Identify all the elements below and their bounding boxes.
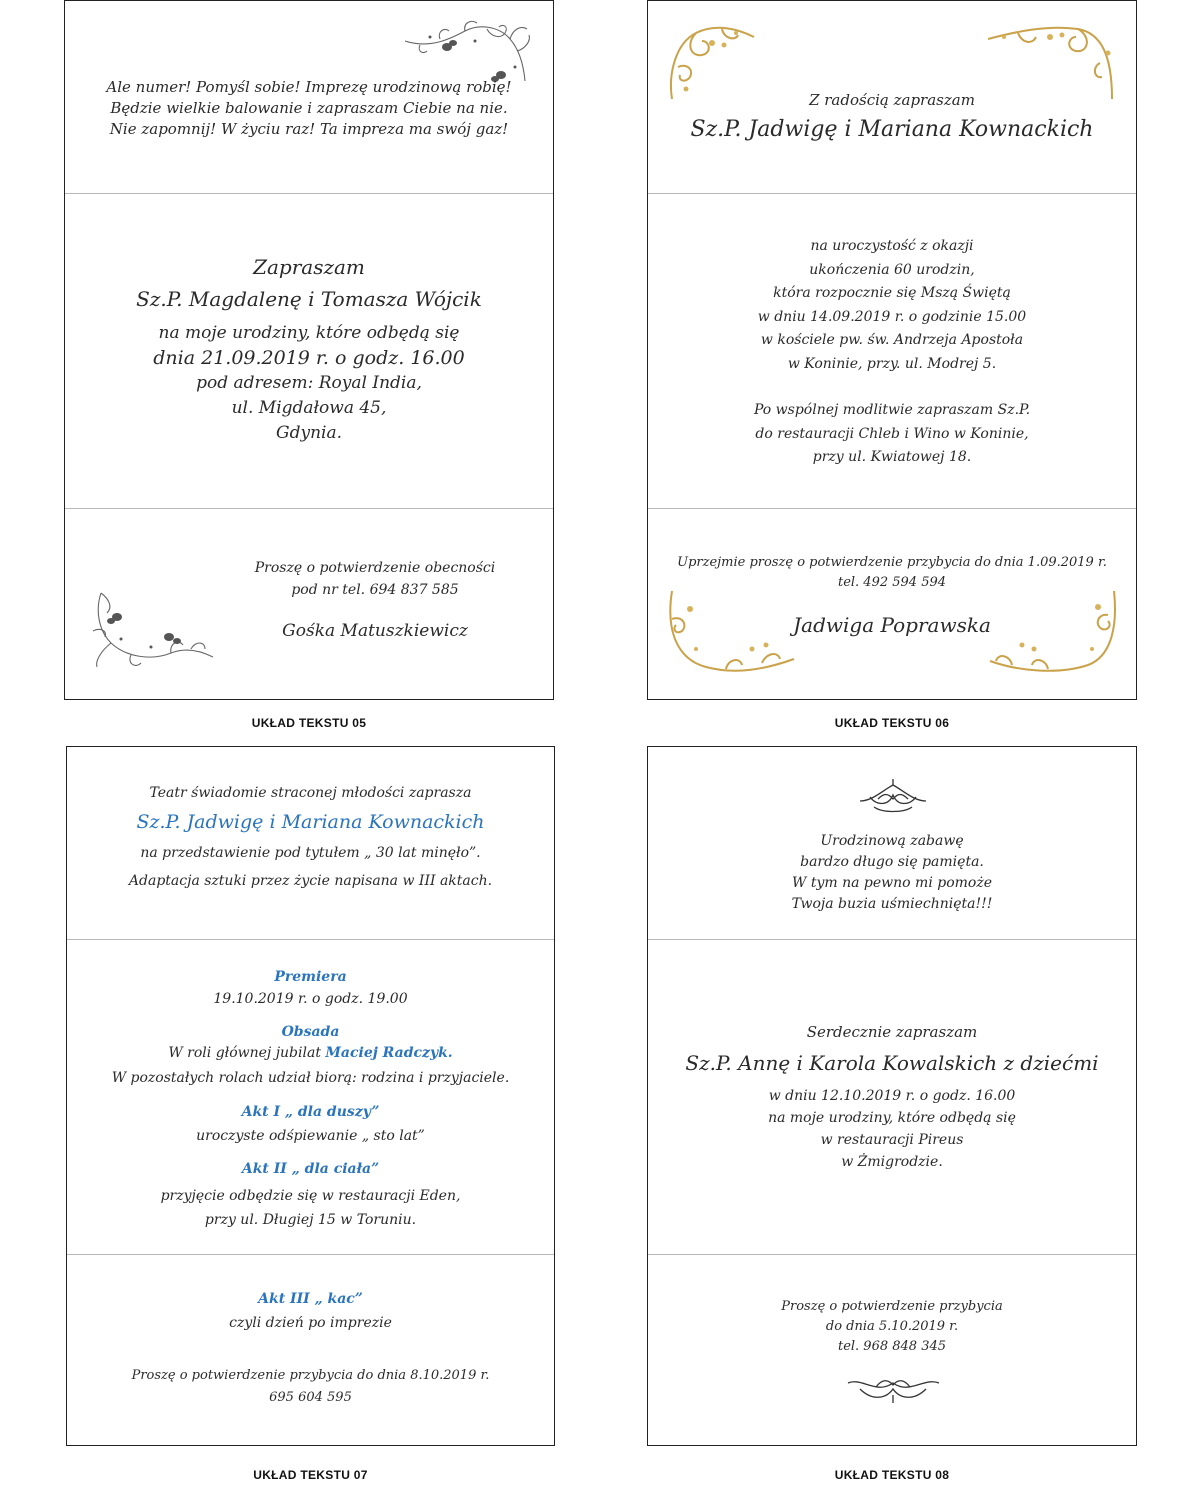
jubilee-name: Maciej Radczyk. <box>325 1045 453 1061</box>
rsvp <box>225 557 525 601</box>
detail-line: pod adresem: Royal India, <box>196 373 422 393</box>
intro-line: Teatr świadomie straconej młodości zaprasza <box>149 785 472 801</box>
poem-line: Twoja buzia uśmiechnięta!!! <box>791 896 993 912</box>
detail-line: dnia 21.09.2019 r. o godz. 16.00 <box>153 347 465 369</box>
rsvp <box>648 1297 1136 1357</box>
caption-layout-07: UKŁAD TEKSTU 07 <box>253 1468 368 1482</box>
invite-heading: Zapraszam <box>253 255 365 279</box>
signature: Jadwiga Poprawska <box>793 613 991 637</box>
rsvp-line: Proszę o potwierdzenie przybycia <box>781 1299 1003 1314</box>
signature: Gośka Matuszkiewicz <box>282 621 468 641</box>
gold-corner-ornament-icon <box>988 589 1123 679</box>
guest-names: Sz.P. Jadwigę i Mariana Kownackich <box>136 811 485 833</box>
poem-line: Urodzinową zabawę <box>820 833 964 849</box>
cast-prefix: W roli głównej jubilat <box>168 1045 326 1061</box>
detail-line: w kościele pw. św. Andrzeja Apostoła <box>760 332 1024 348</box>
detail-line: w Koninie, przy. ul. Modrej 5. <box>787 355 997 372</box>
fold-line <box>67 1254 554 1255</box>
event-details <box>65 321 553 446</box>
detail-line: Gdynia. <box>276 423 342 443</box>
cast-heading: Obsada <box>281 1024 340 1040</box>
detail-line: przy ul. Kwiatowej 18. <box>812 449 972 465</box>
calligraphy-flourish-icon <box>858 777 928 817</box>
card-layout-05 <box>64 0 554 700</box>
invite-heading: Z radością zapraszam <box>809 91 975 109</box>
detail-line: Po wspólnej modlitwie zapraszam Sz.P. <box>753 402 1031 418</box>
guest-names: Sz.P. Magdalenę i Tomasza Wójcik <box>136 287 482 311</box>
guest-names: Sz.P. Annę i Karola Kowalskich z dziećmi <box>685 1051 1099 1075</box>
gold-corner-ornament-icon <box>666 589 796 679</box>
rsvp-line: pod nr tel. 694 837 585 <box>291 582 459 598</box>
act3-text: czyli dzień po imprezie <box>229 1315 392 1331</box>
floral-swirl-icon <box>91 591 216 671</box>
top-verse <box>65 77 553 140</box>
fold-line <box>65 508 553 509</box>
act2-heading: Akt II „ dla ciała” <box>241 1161 380 1177</box>
reception-details <box>648 399 1136 470</box>
act3-heading: Akt III „ kac” <box>258 1291 363 1307</box>
card-layout-06 <box>647 0 1137 700</box>
detail-line: w dniu 12.10.2019 r. o godz. 16.00 <box>768 1088 1016 1104</box>
rsvp-line: Proszę o potwierdzenie obecności <box>254 560 496 576</box>
caption-layout-08: UKŁAD TEKSTU 08 <box>834 1468 950 1482</box>
fold-line <box>65 193 553 194</box>
cast-line <box>67 1045 554 1061</box>
guest-names: Sz.P. Jadwigę i Mariana Kownackich <box>690 117 1094 142</box>
poem <box>648 831 1136 915</box>
detail-line: na moje urodziny, które odbędą się <box>158 323 460 343</box>
rsvp-line: 695 604 595 <box>269 1390 352 1405</box>
fold-line <box>67 939 554 940</box>
cast-others: W pozostałych rolach udział biorą: rodzina i przyjaciele. <box>111 1070 510 1086</box>
verse-line: Nie zapomnij! W życiu raz! Ta impreza ma swój gaz! <box>109 120 509 138</box>
act2-text <box>67 1184 554 1232</box>
act1-heading: Akt I „ dla duszy” <box>241 1104 380 1120</box>
detail-line: na uroczystość z okazji <box>810 238 974 254</box>
act1-text: uroczyste odśpiewanie „ sto lat” <box>196 1128 425 1144</box>
detail-line: na moje urodziny, które odbędą się <box>768 1110 1016 1126</box>
detail-line: w dniu 14.09.2019 r. o godzinie 15.00 <box>757 308 1027 325</box>
caption-layout-06: UKŁAD TEKSTU 06 <box>834 716 950 730</box>
event-details <box>648 235 1136 376</box>
premiere-heading: Premiera <box>274 969 347 985</box>
rsvp <box>67 1365 554 1409</box>
rsvp-line: Uprzejmie proszę o potwierdzenie przybycia do dnia 1.09.2019 r. <box>677 555 1107 570</box>
fold-line <box>648 193 1136 194</box>
fold-line <box>648 939 1136 940</box>
calligraphy-flourish-icon <box>846 1369 941 1405</box>
detail-line: w restauracji Pireus <box>820 1132 964 1148</box>
detail-line: w Żmigrodzie. <box>841 1154 943 1170</box>
poem-line: bardzo długo się pamięta. <box>800 854 984 870</box>
premiere-date: 19.10.2019 r. o godz. 19.00 <box>213 991 408 1007</box>
fold-line <box>648 1254 1136 1255</box>
rsvp <box>648 553 1136 593</box>
detail-line: która rozpocznie się Mszą Świętą <box>773 285 1011 301</box>
rsvp-line: Proszę o potwierdzenie przybycia do dnia 8.10.2019 r. <box>131 1368 490 1383</box>
adaptation-line: Adaptacja sztuki przez życie napisana w III aktach. <box>128 873 493 889</box>
poem-line: W tym na pewno mi pomoże <box>792 875 992 891</box>
act2-line: przyjęcie odbędzie się w restauracji Eden, <box>160 1188 461 1204</box>
verse-line: Ale numer! Pomyśl sobie! Imprezę urodzinową robię! <box>106 78 512 96</box>
event-details <box>648 1085 1136 1173</box>
rsvp-line: tel. 492 594 594 <box>837 575 947 590</box>
caption-layout-05: UKŁAD TEKSTU 05 <box>251 716 367 730</box>
detail-line: do restauracji Chleb i Wino w Koninie, <box>755 425 1029 442</box>
rsvp-line: tel. 968 848 345 <box>837 1339 947 1354</box>
rsvp-line: do dnia 5.10.2019 r. <box>825 1319 959 1334</box>
card-layout-08 <box>647 746 1137 1446</box>
invite-heading: Serdecznie zapraszam <box>806 1023 978 1041</box>
act2-line: przy ul. Długiej 15 w Toruniu. <box>204 1212 417 1228</box>
detail-line: ukończenia 60 urodzin, <box>809 261 975 278</box>
card-layout-07 <box>66 746 555 1446</box>
fold-line <box>648 508 1136 509</box>
title-line: na przedstawienie pod tytułem „ 30 lat minęło”. <box>140 845 481 861</box>
detail-line: ul. Migdałowa 45, <box>231 398 387 418</box>
verse-line: Będzie wielkie balowanie i zapraszam Ciebie na nie. <box>110 99 508 117</box>
